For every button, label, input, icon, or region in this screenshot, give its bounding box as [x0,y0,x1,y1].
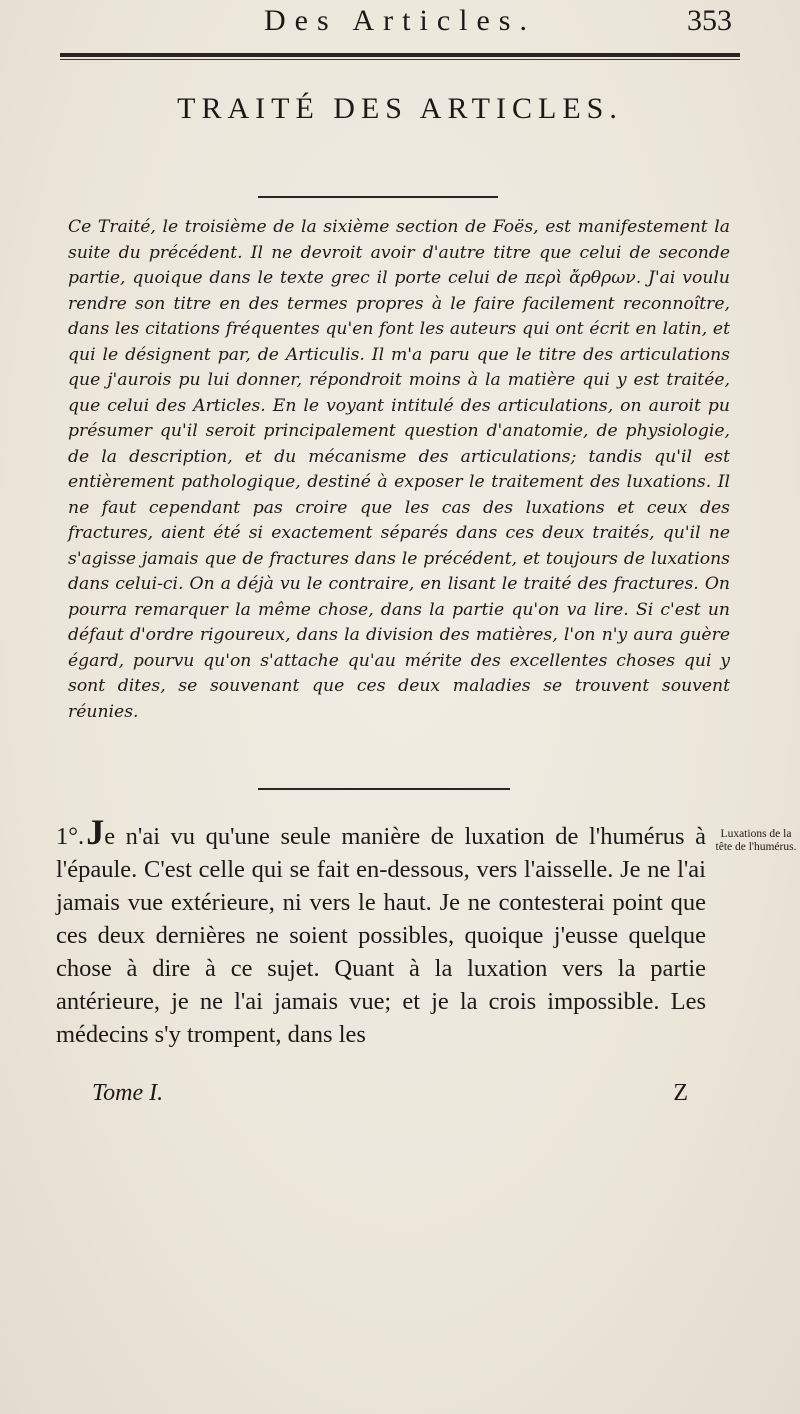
divider-rule-bottom [258,788,510,790]
tome-label: Tome I. [92,1080,164,1106]
drop-cap: J [86,812,105,852]
preface-paragraph: Ce Traité, le troisième de la sixième section de Foës, est manifestement la suite du précédent. Il ne devroit avoir d'autre titre que celui de seconde partie, quoique dans le texte grec il porte celui de περὶ ἄρθρων. J'ai voulu rendre son titre en des termes propres à le faire facilement reconnoître, dans les citations fréquentes qu'en font les auteurs qui ont écrit en latin, et qui le désignent par, de Articulis. Il m'a paru que le titre des articulations que j'aurois pu lui donner, répondroit moins à la matière qui y est traitée, que celui des Articles. En le voyant intitulé des articulations, on auroit pu présumer qu'il seroit principalement question d'anatomie, de physiologie, de la description, et du mécanisme des articulations; tandis qu'il est entièrement pathologique, destiné à exposer le traitement des luxations. Il ne faut cependant pas croire que les cas des luxations et ceux des fractures, aient été si exactement séparés dans ces deux traités, qu'il ne s'agisse jamais que de fractures dans le précédent, et toujours de luxations dans celui-ci. On a déjà vu le contraire, en lisant le traité des fractures. On pourra remarquer la même chose, dans la partie qu'on va lire. Si c'est un défaut d'ordre rigoureux, dans la division des matières, l'on n'y aura guère égard, pourvu qu'on s'attache qu'au mérite des excellentes choses qui y sont dites, se souvenant que ces deux maladies se trouvent souvent réunies. [68,217,730,722]
body-text: e n'ai vu qu'une seule manière de luxation de l'humérus à l'épaule. C'est celle qui se fait en-dessous, vers l'aisselle. Je ne l'ai jamais vue extérieure, ni vers le haut. Je ne contesterai point que ces deux dernières ne soient possibles, quoique j'eusse quelque chose à dire à ce sujet. Quant à la luxation vers la partie antérieure, je ne l'ai jamais vue; et je la crois impossible. Les médecins s'y trompent, dans les [56,823,706,1048]
header-rule-thin [60,59,740,60]
section-title: TRAITÉ DES ARTICLES. [177,92,623,125]
page-number: 353 [687,4,732,37]
divider-rule-top [258,196,498,198]
body-paragraph [56,812,706,1051]
page-footer [92,1080,688,1114]
paragraph-number: 1°. [56,823,85,850]
header-rule-thick [60,53,740,57]
margin-note: Luxations de la tête de l'humérus. [715,828,797,853]
running-head-title: Des Articles. [264,4,536,37]
running-head [60,4,740,44]
signature-mark: Z [673,1080,688,1106]
